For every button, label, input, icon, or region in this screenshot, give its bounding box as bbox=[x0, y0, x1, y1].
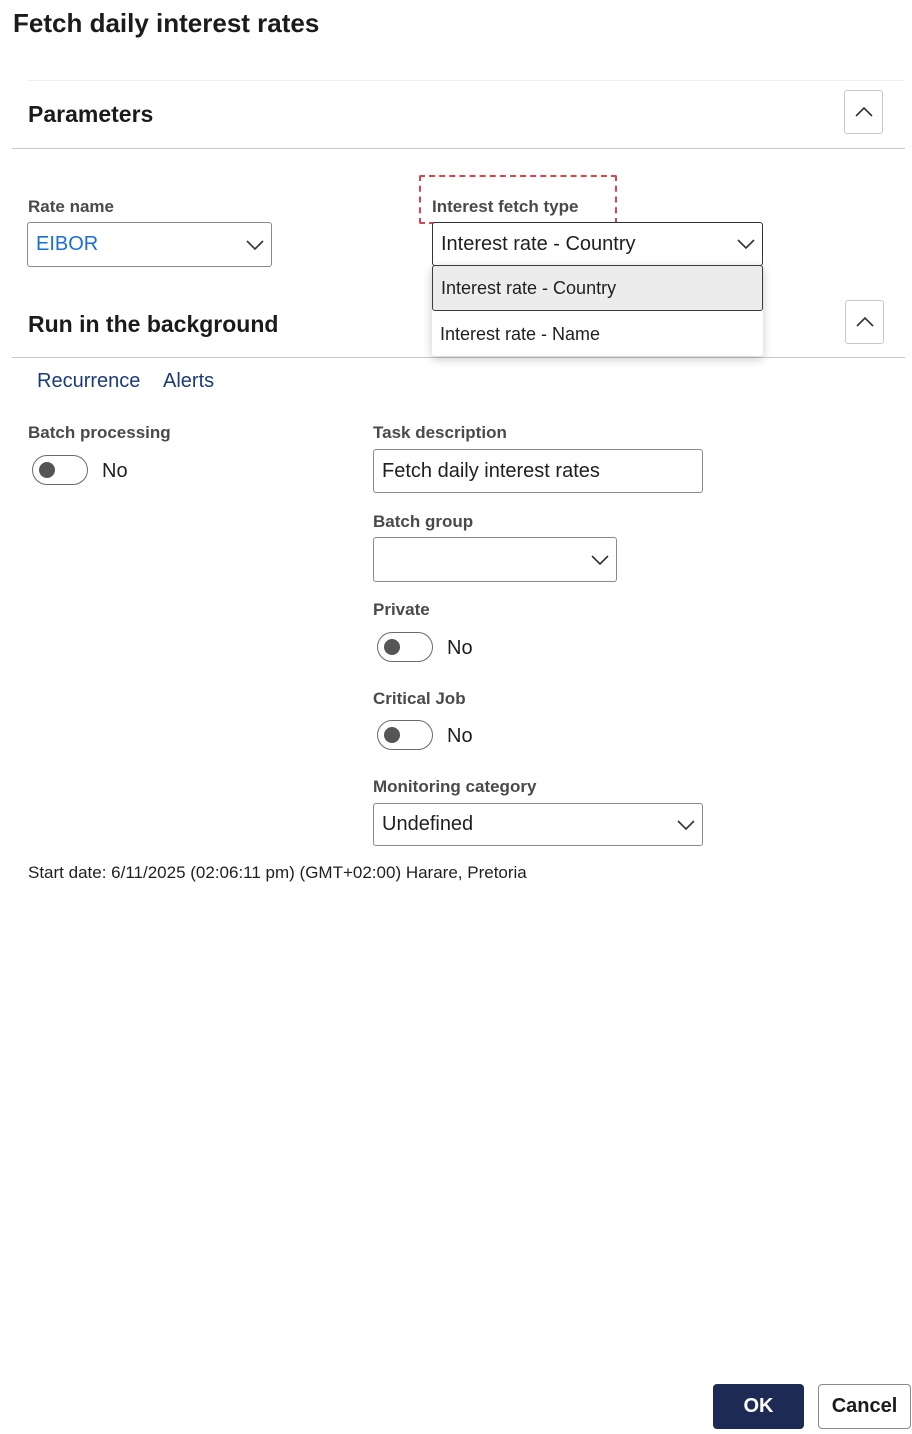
chevron-up-icon bbox=[854, 106, 874, 118]
task-description-label: Task description bbox=[373, 423, 507, 442]
section-divider bbox=[12, 148, 905, 149]
rate-name-combobox[interactable] bbox=[27, 222, 272, 267]
monitoring-category-label: Monitoring category bbox=[373, 777, 537, 796]
toggle-knob bbox=[384, 639, 400, 655]
collapse-background-button[interactable] bbox=[845, 300, 884, 344]
interest-fetch-type-dropdown bbox=[432, 265, 763, 356]
dialog-title: Fetch daily interest rates bbox=[13, 8, 320, 38]
batch-processing-label: Batch processing bbox=[28, 423, 171, 442]
private-label: Private bbox=[373, 600, 430, 619]
section-header-run-in-background: Run in the background bbox=[28, 311, 279, 337]
rate-name-value: EIBOR bbox=[36, 233, 99, 255]
ok-button[interactable]: OK bbox=[713, 1384, 804, 1429]
critical-job-state: No bbox=[447, 725, 473, 747]
interest-fetch-type-label: Interest fetch type bbox=[432, 197, 579, 216]
dropdown-option-interest-rate-name[interactable]: Interest rate - Name bbox=[440, 323, 601, 344]
critical-job-toggle[interactable] bbox=[377, 720, 433, 750]
section-header-parameters: Parameters bbox=[28, 101, 154, 127]
collapse-parameters-button[interactable] bbox=[844, 90, 883, 134]
tab-recurrence[interactable]: Recurrence bbox=[37, 370, 141, 392]
toggle-knob bbox=[39, 462, 55, 478]
critical-job-label: Critical Job bbox=[373, 689, 466, 708]
cancel-button[interactable]: Cancel bbox=[818, 1384, 911, 1429]
interest-fetch-type-combobox[interactable] bbox=[432, 222, 763, 266]
task-description-input[interactable]: Fetch daily interest rates bbox=[373, 449, 703, 493]
start-date-text: Start date: 6/11/2025 (02:06:11 pm) (GMT+02:00) Harare, Pretoria bbox=[28, 863, 527, 882]
rate-name-label: Rate name bbox=[28, 197, 114, 216]
chevron-down-icon[interactable] bbox=[730, 238, 762, 250]
batch-group-label: Batch group bbox=[373, 512, 474, 531]
monitoring-category-combobox[interactable] bbox=[373, 803, 703, 846]
tab-alerts[interactable]: Alerts bbox=[163, 370, 215, 392]
chevron-down-icon[interactable] bbox=[670, 819, 702, 831]
divider bbox=[28, 80, 904, 81]
toggle-knob bbox=[384, 727, 400, 743]
dropdown-option-interest-rate-country[interactable]: Interest rate - Country bbox=[432, 265, 763, 311]
batch-group-combobox[interactable] bbox=[373, 537, 617, 582]
private-toggle[interactable] bbox=[377, 632, 433, 662]
chevron-down-icon[interactable] bbox=[239, 239, 271, 251]
interest-fetch-type-value[interactable]: Interest rate - Country bbox=[441, 232, 636, 255]
chevron-up-icon bbox=[855, 316, 875, 328]
chevron-down-icon[interactable] bbox=[584, 554, 616, 566]
batch-processing-toggle[interactable] bbox=[32, 455, 88, 485]
private-state: No bbox=[447, 637, 473, 659]
monitoring-category-value: Undefined bbox=[382, 813, 474, 835]
batch-processing-state: No bbox=[102, 460, 128, 482]
section-divider bbox=[12, 357, 905, 358]
